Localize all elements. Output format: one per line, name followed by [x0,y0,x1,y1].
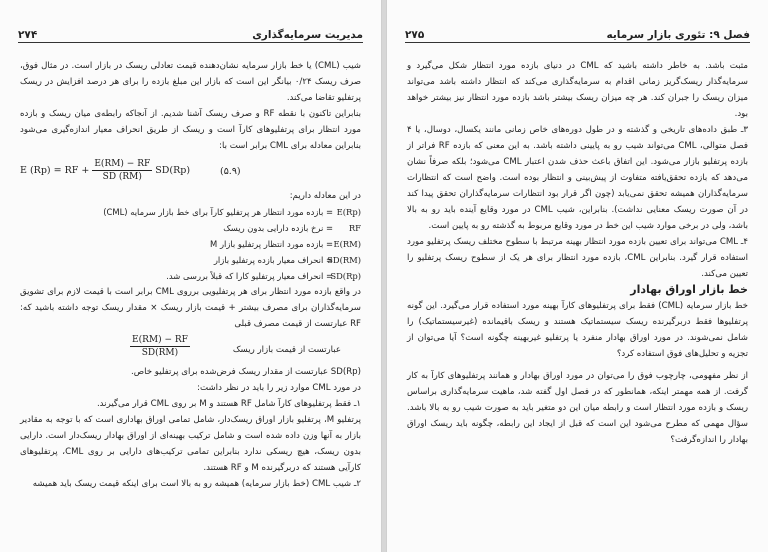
paragraph: ۴ـ CML می‌تواند برای تعیین بازده مورد انتظار بهینه مرتبط با سطوح مختلف ریسک پرتفلیو مورد استفاده قرار گیرد. بنابراین CML، بازده مورد انتظار برای هر یک از سطوح ریسک پرتفلیو را تعیین می‌کند. [407,237,748,279]
definition-text: = انحراف معیار پرتفلیو کارا که قبلاً بررسی شد. [166,271,333,281]
definition-row [20,236,361,252]
definition-symbol: RF [348,223,361,233]
definition-row [20,268,361,284]
inline-equation-numerator: E(RM) − RF [132,335,188,345]
list-item: ۲ـ شیب CML (خط بازار سرمایه) همیشه رو به بالا است برای اینکه قیمت ریسک باید همیشه [32,479,361,489]
inline-equation-text: عبارتست از قیمت بازار ریسک [232,345,341,355]
definition-symbol: E(Rp) [336,207,361,217]
right-page-header [405,28,750,43]
equation-lhs: E (Rp) = RF + [20,165,90,176]
definition-text: = بازده مورد انتظار هر پرتفلیو کارآ برای خط بازار سرمایه (CML) [103,207,333,217]
paragraph: مثبت باشد. به خاطر داشته باشید که CML در دنیای بازده مورد انتظار شکل می‌گیرد و سرمایه‌گذار ریسک‌گریز زمانی اقدام به سرمایه‌گذاری می‌کند که انتظار داشته باشد می‌تواند میزان ریسک را جبران کند. هر چه میزان ریسک بیشتر باشد بازده مورد انتظار نیز بیشتر خواهد بود. [407,61,748,119]
inline-equation [20,334,361,362]
defs-intro: در این معادله داریم: [289,191,361,201]
left-header-title: مدیریت سرمایه‌گذاری [252,29,363,41]
inline-equation-denominator: SD(RM) [141,348,179,358]
paragraph: شیب (CML) یا خط بازار سرمایه نشان‌دهنده قیمت تعادلی ریسک در بازار است. در مثال فوق، صرف ریسک ۰/۲۴ بیانگر این است که بازار این مبلغ بازده را برای هر درصد افزایش در ریسک پرتفلیو تقاضا می‌کند. [20,61,362,103]
equation-5-9 [20,158,361,184]
definition-symbol: SD(Rp) [330,271,361,281]
left-page [0,0,382,552]
equation-fraction [92,158,152,183]
equation-label: (۵.۹) [220,166,241,177]
equation-rhs: SD(Rp) [155,165,191,176]
paragraph: SD(Rp) عبارتست از مقدار ریسک فرض‌شده برای پرتفلیو خاص. [131,367,361,377]
definition-text: = نرخ بازده دارایی بدون ریسک [223,223,333,233]
right-header-title: فصل ۹: تئوری بازار سرمایه [606,29,750,41]
left-page-header [18,28,363,43]
paragraph: در مورد CML موارد زیر را باید در نظر داشت: [197,383,361,393]
paragraph: از نظر مفهومی، چارچوب فوق را می‌توان در مورد اوراق بهادار و همانند پرتفلیوهای کارآ به کار گرفت. از همه مهمتر اینکه، همانطور که در فصل اول گفته شد، ماهیت سرمایه‌گذاری براساس ریسک و بازده مورد انتظار است و رابطه میان این دو متغیر باید به صورت شیب رو به بالا باشد. سؤال مهمی که مطرح می‌شود این است که قبل از ایجاد این رابطه، چگونه باید ریسک اوراق بهادار را اندازه‌گرفت؟ [407,371,748,445]
definition-row [20,220,361,236]
definition-text: = بازده مورد انتظار پرتفلیو بازار M [210,239,333,249]
paragraph: ۳ـ طبق داده‌های تاریخی و گذشته و در طول دوره‌های خاص زمانی مانند یکسال، دوسال، یا ۴ فصل متوالی، CML می‌تواند شیب رو به پایینی داشته باشد. به این معنی که بازده RF فراتر از بازده پرتفلیو بازار می‌شود. این اتفاق باعث حذف شدن اعتبار CML می‌شود؛ بلکه صرفاً نشان می‌دهد که بازده تحقق‌یافته متفاوت از پیش‌بینی و انتظار بوده است. واضح است که انتظارات سرمایه‌گذاران همیشه تحقق نمی‌یابد (چون اگر قرار بود انتظارات سرمایه‌گذاران تحقق پیدا کند در آن صورت ریسک معنایی نداشت). بنابراین، شیب CML در مورد وقایع آینده باید رو به بالا باشد، ولی در برخی موارد شیب این خط در مورد وقایع مربوط به گذشته رو به پایین است. [407,125,748,231]
right-page [386,0,768,552]
equation-numerator: E(RM) − RF [94,159,151,169]
right-page-number: ۲۷۵ [405,29,425,41]
definition-symbol: E(RM) [333,239,361,249]
definition-row [20,204,361,220]
paragraph: بنابراین تاکنون با نقطه RF و صرف ریسک آشنا شدیم. از آنجاکه رابطه‌ی میان ریسک و بازده مورد انتظار برای پرتفلیوهای کارآ است و ریسک از طریق انحراف معیار اندازه‌گیری می‌شود بنابراین معادله برای CML برابر است با: [20,109,361,151]
inline-equation-fraction [130,334,190,359]
paragraph: در واقع بازده مورد انتظار برای هر پرتفلیویی برروی CML برابر است با قیمت لازم برای تشویق سرمایه‌گذاران برای مصرف بیشتر + قیمت بازار ریسک × مقدار ریسک توجه داشته باشید که: RF عبارتست از قیمت مصرف قبلی [20,287,361,329]
equation-denominator: SD (RM) [102,172,142,182]
definition-text: = انحراف معیار بازده پرتفلیو بازار [213,255,333,265]
definition-row [20,252,361,268]
section-title: خط بازار اوراق بهادار [630,283,748,296]
list-item: پرتفلیو M، پرتفلیو بازار اوراق ریسک‌دار، شامل تمامی اوراق بهاداری است که با توجه به مقادیر بازار به آنها وزن داده شده است و شامل ترکیب بهینه‌ای از اوراق بهادار ریسک‌دار است. دارایی بدون ریسک، هیچ ریسکی ندارد بنابراین تمامی ترکیب‌های دارایی بر روی CML، پرتفلیوهای کارآیی هستند که دربرگیرنده M و RF هستند. [20,415,361,473]
left-page-body [20,58,361,492]
paragraph: خط بازار سرمایه (CML) فقط برای پرتفلیوهای کارآ بهینه مورد استفاده قرار می‌گیرد. این گونه پرتفلیوها فقط دربرگیرنده ریسک سیستماتیک هستند و ریسک باقیمانده (غیرسیستماتیک) را شامل نمی‌شوند. در مورد اوراق بهادار منفرد یا پرتفلیو غیربهینه چگونه است؟ آیا می‌توان از تجزیه و تحلیل‌های فوق استفاده کرد؟ [407,301,748,359]
definition-symbol: SD(RM) [327,255,361,265]
list-item: ۱ـ فقط پرتفلیوهای کارآ شامل RF هستند و M بر روی CML قرار می‌گیرند. [96,399,361,409]
right-page-body [407,58,748,448]
left-page-number: ۲۷۴ [18,29,38,41]
